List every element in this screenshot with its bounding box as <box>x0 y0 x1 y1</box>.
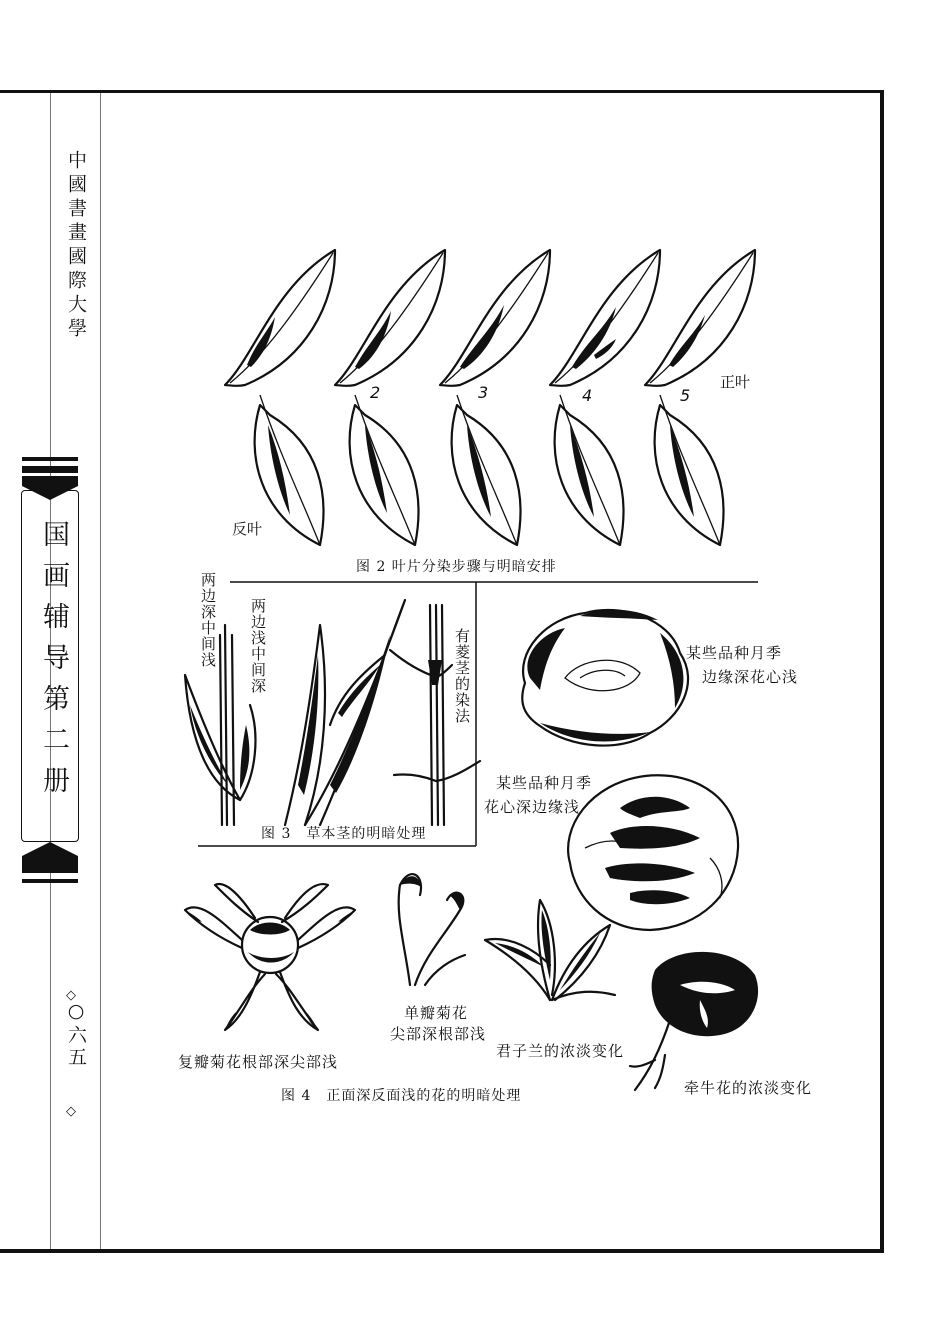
label-clivia: 君子兰的浓淡变化 <box>496 1042 625 1060</box>
page-number: ○六五 <box>65 1000 87 1069</box>
page-frame-bottom <box>0 1249 884 1253</box>
stem-edges-dark <box>185 625 255 825</box>
label-rose-top-line2: 边缘深花心浅 <box>702 668 799 686</box>
label-morning-glory: 牵牛花的浓淡变化 <box>684 1079 813 1097</box>
rose-edges-dark-illustration <box>510 598 710 763</box>
label-single-petal-line2: 尖部深根部浅 <box>390 1025 487 1043</box>
back-leaves-row <box>255 395 724 545</box>
single-petal-chrysanthemum-illustration <box>385 855 475 995</box>
spine-rule-right <box>100 93 101 1249</box>
series-title: 国画辅导第二册 <box>38 520 69 807</box>
spine-bar-top-1 <box>22 457 78 461</box>
spine-chevron-bottom <box>22 842 78 866</box>
front-leaves-row <box>225 250 755 386</box>
leaf-step-3: 3 <box>478 383 489 402</box>
label-edges-dark: 两边深中间浅 <box>199 572 217 668</box>
stem-edges-light <box>285 600 405 825</box>
page-frame-right <box>880 90 884 1253</box>
figure3-caption: 图 3 草本茎的明暗处理 <box>261 826 427 842</box>
spine-bar-bottom-2 <box>22 879 78 883</box>
figure2-leaf-illustration <box>215 245 785 565</box>
spine-bar-top-2 <box>22 466 78 473</box>
leaf-step-5: 5 <box>680 386 691 405</box>
label-back-leaf: 反叶 <box>232 520 263 538</box>
label-ridged-stem: 有菱茎的染法 <box>453 628 471 724</box>
label-double-chrysanthemum: 复瓣菊花根部深尖部浅 <box>178 1053 339 1071</box>
figure3-stem-illustration <box>180 585 480 825</box>
morning-glory-illustration <box>625 940 765 1100</box>
stem-ridged <box>390 605 480 825</box>
double-chrysanthemum-illustration <box>170 870 370 1040</box>
figure4-caption: 图 4 正面深反面浅的花的明暗处理 <box>281 1088 522 1104</box>
label-rose-top-line1: 某些品种月季 <box>686 644 783 662</box>
school-name: 中國書畫國際大學 <box>65 150 87 342</box>
label-front-leaf: 正叶 <box>720 373 751 391</box>
page-frame-top <box>0 90 884 93</box>
leaf-step-4: 4 <box>582 386 593 405</box>
leaf-step-2: 2 <box>370 383 381 402</box>
label-edges-light: 两边浅中间深 <box>249 598 267 694</box>
label-rose-bottom-line1: 某些品种月季 <box>496 774 593 792</box>
figure2-caption: 图 2 叶片分染步骤与明暗安排 <box>356 559 557 575</box>
spine-bar-bottom-1 <box>22 866 78 873</box>
label-single-petal-line1: 单瓣菊花 <box>404 1004 469 1022</box>
diamond-ornament-top: ◇ <box>66 988 76 1003</box>
label-rose-bottom-line2: 花心深边缘浅 <box>484 798 581 816</box>
diamond-ornament-bottom: ◇ <box>66 1104 76 1119</box>
clivia-illustration <box>480 895 620 1010</box>
